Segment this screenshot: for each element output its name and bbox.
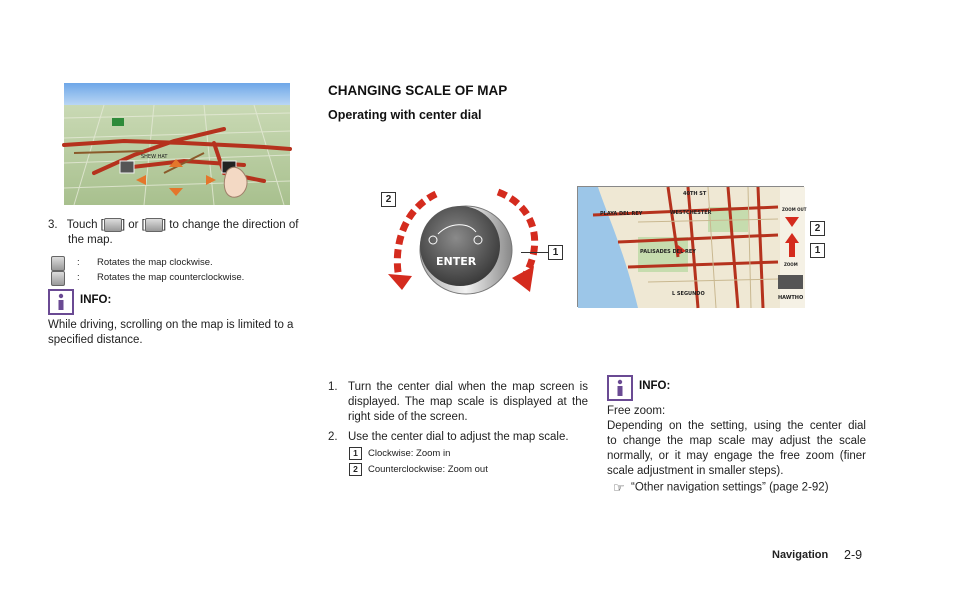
info-reference[interactable]	[613, 480, 829, 496]
sub-item-text: Clockwise: Zoom in	[368, 448, 451, 460]
icon-description: Rotates the map clockwise.	[97, 257, 213, 268]
info-line: Depending on the setting, using the center dial	[607, 420, 866, 432]
step-text: Touch [	[66, 219, 104, 232]
dial-label: ENTER	[436, 255, 477, 268]
callout-1-leader	[521, 252, 548, 253]
callout-1-box: 1	[548, 245, 563, 260]
reference-text[interactable]: “Other navigation settings” (page 2-92)	[631, 481, 829, 494]
map-label: PALISADES DEL REY	[640, 249, 696, 255]
step-text: ] to change the direction of	[162, 219, 299, 232]
callout-badge: 1	[349, 447, 362, 460]
info-line: scale adjustment in smaller steps).	[607, 465, 784, 477]
callout-2-box: 2	[810, 221, 825, 236]
step-line: Turn the center dial when the map screen is	[348, 381, 588, 393]
step-number: 3.	[48, 219, 58, 232]
info-paragraph	[607, 419, 866, 479]
icon-colon: :	[77, 257, 80, 268]
info-text: specified distance.	[48, 334, 143, 346]
callout-2-box: 2	[381, 192, 396, 207]
step-3	[48, 218, 310, 233]
step-text: ] or [	[121, 219, 145, 232]
section-title: CHANGING SCALE OF MAP	[328, 83, 508, 98]
info-line: to change the map scale may adjust the scale	[607, 435, 866, 447]
map-label: L SEGUNDO	[672, 291, 705, 297]
sub-item-text: Counterclockwise: Zoom out	[368, 464, 488, 476]
info-title: INFO:	[80, 294, 112, 306]
callout-1-box: 1	[810, 243, 825, 258]
map-label: WESTCHESTER	[670, 210, 712, 216]
rotate-clockwise-icon	[104, 218, 122, 232]
reference-hand-icon: ☞	[613, 480, 625, 495]
map-screen-figure	[577, 186, 807, 307]
rotate-button-left	[120, 161, 134, 173]
map-label: 40TH ST	[683, 191, 707, 197]
step-text	[348, 380, 588, 425]
step-1	[328, 380, 588, 425]
map-label: ZOOM	[784, 262, 798, 267]
sub-item	[349, 463, 488, 476]
section-subtitle: Operating with center dial	[328, 108, 482, 122]
footer-page-number: 2-9	[844, 548, 863, 562]
map-label: ZOOM OUT	[782, 207, 807, 212]
step-2	[328, 430, 588, 445]
icon-row-clockwise	[51, 255, 311, 270]
sub-item	[349, 447, 450, 460]
footer-section: Navigation	[772, 549, 829, 561]
info-title: INFO:	[639, 380, 671, 392]
callout-badge: 2	[349, 463, 362, 476]
step-3-line2: the map.	[68, 234, 113, 246]
step-number: 2.	[328, 431, 338, 443]
info-icon	[48, 289, 74, 315]
rotate-counterclockwise-icon	[145, 218, 163, 232]
map-3d-figure	[64, 83, 290, 205]
center-dial-figure	[378, 182, 568, 300]
rotate-counterclockwise-icon	[51, 271, 65, 286]
icon-description: Rotates the map counterclockwise.	[97, 272, 245, 283]
info-line: normally, or it may engage the free zoom (finer	[607, 450, 866, 462]
icon-colon: :	[77, 272, 80, 283]
step-line: Use the center dial to adjust the map scale.	[348, 431, 569, 443]
info-icon	[607, 375, 633, 401]
info-subtitle: Free zoom:	[607, 405, 666, 417]
step-line: displayed. The map scale is displayed at the	[348, 396, 588, 408]
map-label: HAWTHO	[778, 295, 804, 301]
map-3d-illustration	[64, 83, 290, 205]
icon-row-counterclockwise	[51, 270, 311, 285]
step-number: 1.	[328, 381, 338, 393]
step-line: right side of the screen.	[348, 411, 468, 423]
map-label: PLAYA DEL REY	[600, 211, 643, 217]
map-label: SHEW HAT	[141, 154, 168, 160]
info-text: While driving, scrolling on the map is limited to a	[48, 319, 294, 331]
